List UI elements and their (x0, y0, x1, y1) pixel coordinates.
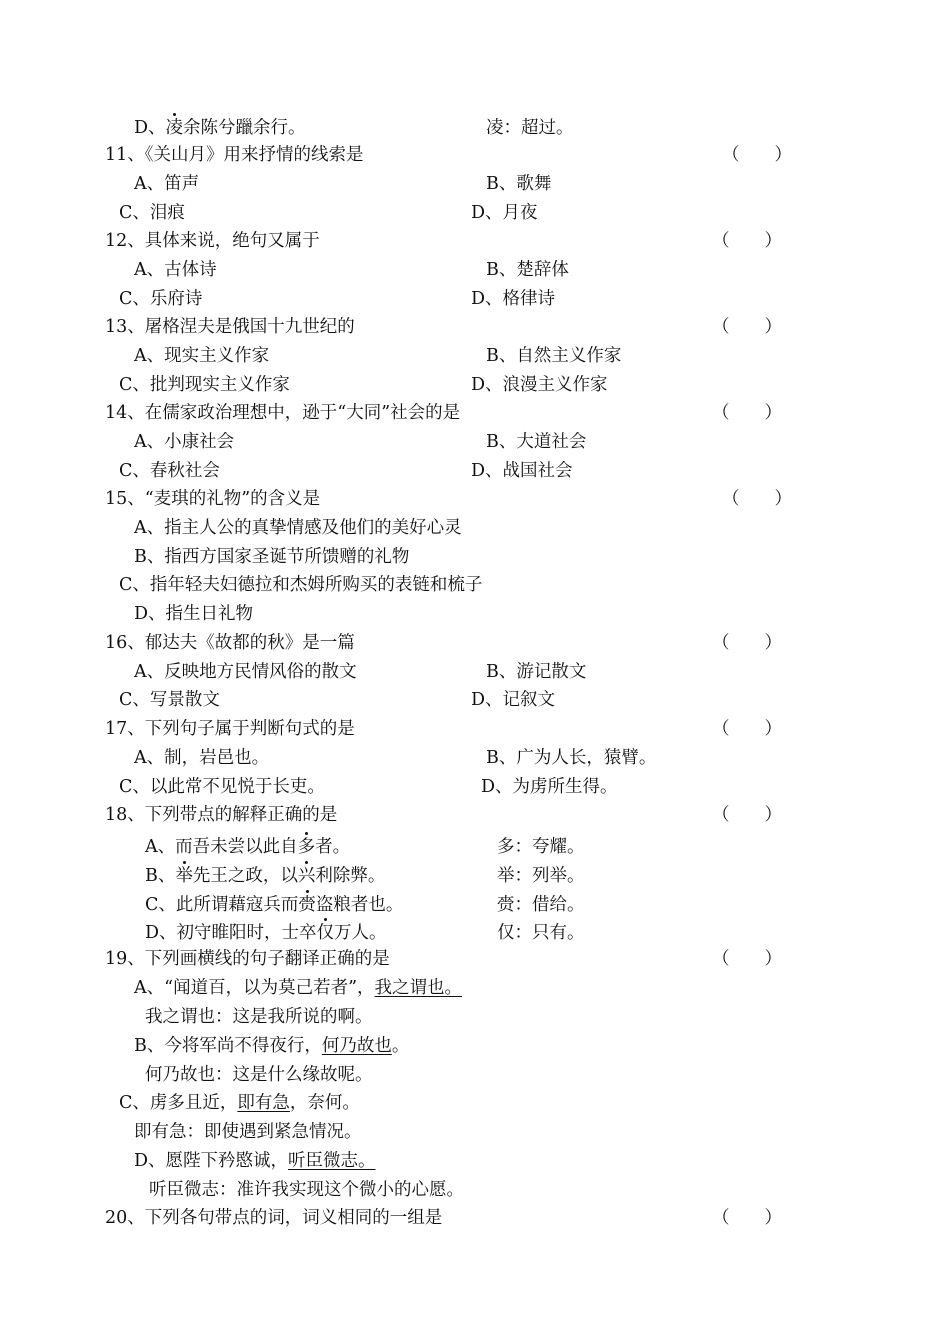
option-a: A、反映地方民情风俗的散文 (134, 662, 357, 682)
question-17-stem: 17、下列句子属于判断句式的是 (105, 719, 355, 739)
underlined-sentence: 即有急 (237, 1093, 290, 1113)
option-c: C、乐府诗 (119, 289, 203, 309)
option-d: D、浪漫主义作家 (471, 375, 608, 395)
option-a: A、古体诗 (134, 260, 217, 280)
dotted-char: 举 (175, 866, 193, 886)
option-a-translation: 我之谓也：这是我所说的啊。 (145, 1007, 373, 1027)
option-line: D、凌余陈兮躐余行。 (134, 118, 306, 138)
underlined-sentence: 听臣微志。 (288, 1151, 376, 1171)
option-a: A、现实主义作家 (134, 346, 270, 366)
question-14-stem: 14、在儒家政治理想中，逊于“大同”社会的是 (105, 403, 461, 423)
underlined-sentence: 何乃故也 (321, 1036, 392, 1056)
option-d: D、战国社会 (471, 461, 573, 481)
dotted-char: 凌 (165, 118, 184, 138)
question-18-stem: 18、下列带点的解释正确的是 (105, 805, 338, 825)
option-explanation: 凌：超过。 (486, 118, 574, 138)
option-c: C、虏多且近，即有急，奈何。 (119, 1093, 360, 1113)
option-d-explanation: 仅：只有。 (497, 923, 585, 943)
option-b-explanation: 举：列举。 (497, 866, 585, 886)
option-b-translation: 何乃故也：这是什么缘故呢。 (145, 1065, 373, 1085)
answer-blank: （ ） (712, 317, 782, 337)
option-d: D、愿陛下矜愍诚，听臣微志。 (134, 1151, 376, 1171)
option-d: D、格律诗 (471, 289, 556, 309)
option-d: D、月夜 (471, 203, 538, 223)
answer-blank: （ ） (722, 489, 792, 509)
option-d: D、为虏所生得。 (481, 777, 618, 797)
option-a: A、指主人公的真挚情感及他们的美好心灵 (134, 518, 462, 538)
answer-blank: （ ） (712, 805, 782, 825)
dotted-char: 兴 (297, 866, 316, 886)
option-c: C、泪痕 (119, 203, 185, 223)
underlined-sentence: 我之谓也。 (374, 978, 463, 998)
answer-blank: （ ） (712, 949, 782, 969)
question-16-stem: 16、郁达夫《故都的秋》是一篇 (105, 633, 355, 653)
answer-blank: （ ） (712, 231, 782, 251)
dotted-char: 仅 (316, 923, 335, 943)
question-20-stem: 20、下列各句带点的词，词义相同的一组是 (105, 1208, 443, 1228)
option-b: B、举先王之政，以兴利除弊。 (145, 866, 386, 886)
option-d: D、记叙文 (471, 690, 556, 710)
option-a: A、“闻道百，以为莫己若者”，我之谓也。 (134, 978, 463, 998)
option-d: D、指生日礼物 (134, 604, 254, 624)
answer-blank: （ ） (712, 403, 782, 423)
answer-blank: （ ） (712, 1208, 782, 1228)
option-b: B、歌舞 (486, 174, 552, 194)
option-c: C、指年轻夫妇德拉和杰姆所购买的表链和梳子 (119, 575, 483, 595)
option-b: B、游记散文 (486, 662, 587, 682)
option-b: B、自然主义作家 (486, 346, 622, 366)
option-a-explanation: 多：夸耀。 (497, 837, 585, 857)
option-c: C、写景散文 (119, 690, 220, 710)
option-a: A、而吾未尝以此自多者。 (145, 837, 351, 857)
question-11-stem: 11、《关山月》用来抒情的线索是 (105, 145, 364, 165)
question-12-stem: 12、具体来说，绝句又属于 (105, 231, 320, 251)
option-c: C、以此常不见悦于长吏。 (119, 777, 325, 797)
option-d: D、初守睢阳时，士卒仅万人。 (145, 923, 387, 943)
option-b: B、大道社会 (486, 432, 587, 452)
question-19-stem: 19、下列画横线的句子翻译正确的是 (105, 949, 390, 969)
answer-blank: （ ） (712, 719, 782, 739)
option-c-explanation: 赍：借给。 (497, 895, 585, 915)
question-15-stem: 15、“麦琪的礼物”的含义是 (105, 489, 321, 509)
option-b: B、广为人长，猿臂。 (486, 748, 657, 768)
answer-blank: （ ） (722, 145, 792, 165)
option-a: A、小康社会 (134, 432, 235, 452)
dotted-char: 赍 (298, 895, 316, 915)
option-c: C、春秋社会 (119, 461, 220, 481)
option-c-translation: 即有急：即使遇到紧急情况。 (134, 1122, 362, 1142)
option-c: C、批判现实主义作家 (119, 375, 290, 395)
answer-blank: （ ） (712, 633, 782, 653)
dotted-char: 多 (297, 837, 316, 857)
option-b: B、楚辞体 (486, 260, 569, 280)
question-13-stem: 13、屠格涅夫是俄国十九世纪的 (105, 317, 355, 337)
option-a: A、制，岩邑也。 (134, 748, 270, 768)
option-c: C、此所谓藉寇兵而赍盗粮者也。 (145, 895, 404, 915)
option-b: B、指西方国家圣诞节所馈赠的礼物 (134, 547, 410, 567)
option-a: A、笛声 (134, 174, 200, 194)
option-b: B、今将军尚不得夜行，何乃故也。 (134, 1036, 410, 1056)
option-d-translation: 听臣微志：准许我实现这个微小的心愿。 (149, 1180, 464, 1200)
